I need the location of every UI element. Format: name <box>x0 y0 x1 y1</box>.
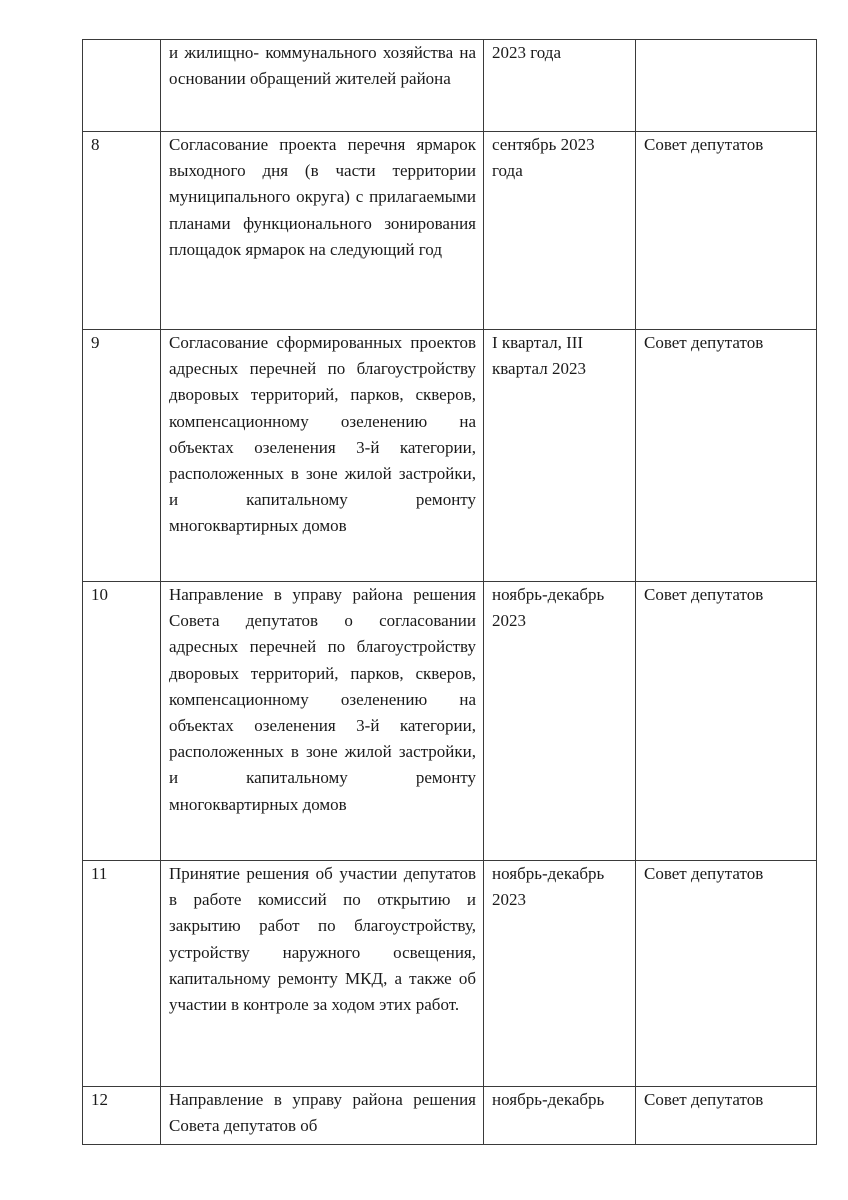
task-text: Принятие решения об участии депутатов в работе комиссий по открытию и закрытию работ по благоустройству, устройству наружного освещения, капитальному ремонту МКД, а также об участии в контроле за ходом этих работ. <box>161 861 484 1087</box>
task-text: Направление в управу района решения Совета депутатов о согласовании адресных перечней по благоустройству дворовых территорий, парков, скверов, компенсационному озеленению на объектах озеленения 3-й категории, расположенных в зоне жилой застройки, и капитальному ремонту многоквартирных домов <box>161 582 484 861</box>
responsible-text: Совет депутатов <box>636 582 817 861</box>
term-text: сентябрь 2023 года <box>484 132 636 330</box>
table-row <box>83 861 817 1087</box>
table-row <box>83 132 817 330</box>
table-row <box>83 582 817 861</box>
table-row <box>83 1087 817 1145</box>
table-row <box>83 40 817 132</box>
task-text: Направление в управу района решения Совета депутатов об <box>161 1087 484 1145</box>
document-page <box>82 39 816 1145</box>
table-row <box>83 330 817 582</box>
responsible-text: Совет депутатов <box>636 861 817 1087</box>
row-number: 9 <box>83 330 161 582</box>
row-number: 8 <box>83 132 161 330</box>
row-number: 10 <box>83 582 161 861</box>
term-text: ноябрь-декабрь <box>484 1087 636 1145</box>
responsible-text: Совет депутатов <box>636 330 817 582</box>
responsible-text: Совет депутатов <box>636 1087 817 1145</box>
responsible-text: Совет депутатов <box>636 132 817 330</box>
task-text: и жилищно- коммунального хозяйства на основании обращений жителей района <box>161 40 484 132</box>
term-text: ноябрь-декабрь 2023 <box>484 861 636 1087</box>
row-number <box>83 40 161 132</box>
term-text: ноябрь-декабрь 2023 <box>484 582 636 861</box>
plan-table <box>82 39 817 1145</box>
responsible-text <box>636 40 817 132</box>
task-text: Согласование проекта перечня ярмарок выходного дня (в части территории муниципального округа) с прилагаемыми планами функционального зонирования площадок ярмарок на следующий год <box>161 132 484 330</box>
row-number: 12 <box>83 1087 161 1145</box>
task-text: Согласование сформированных проектов адресных перечней по благоустройству дворовых территорий, парков, скверов, компенсационному озеленению на объектах озеленения 3-й категории, расположенных в зоне жилой застройки, и капитальному ремонту многоквартирных домов <box>161 330 484 582</box>
term-text: I квартал, III квартал 2023 <box>484 330 636 582</box>
row-number: 11 <box>83 861 161 1087</box>
term-text: 2023 года <box>484 40 636 132</box>
